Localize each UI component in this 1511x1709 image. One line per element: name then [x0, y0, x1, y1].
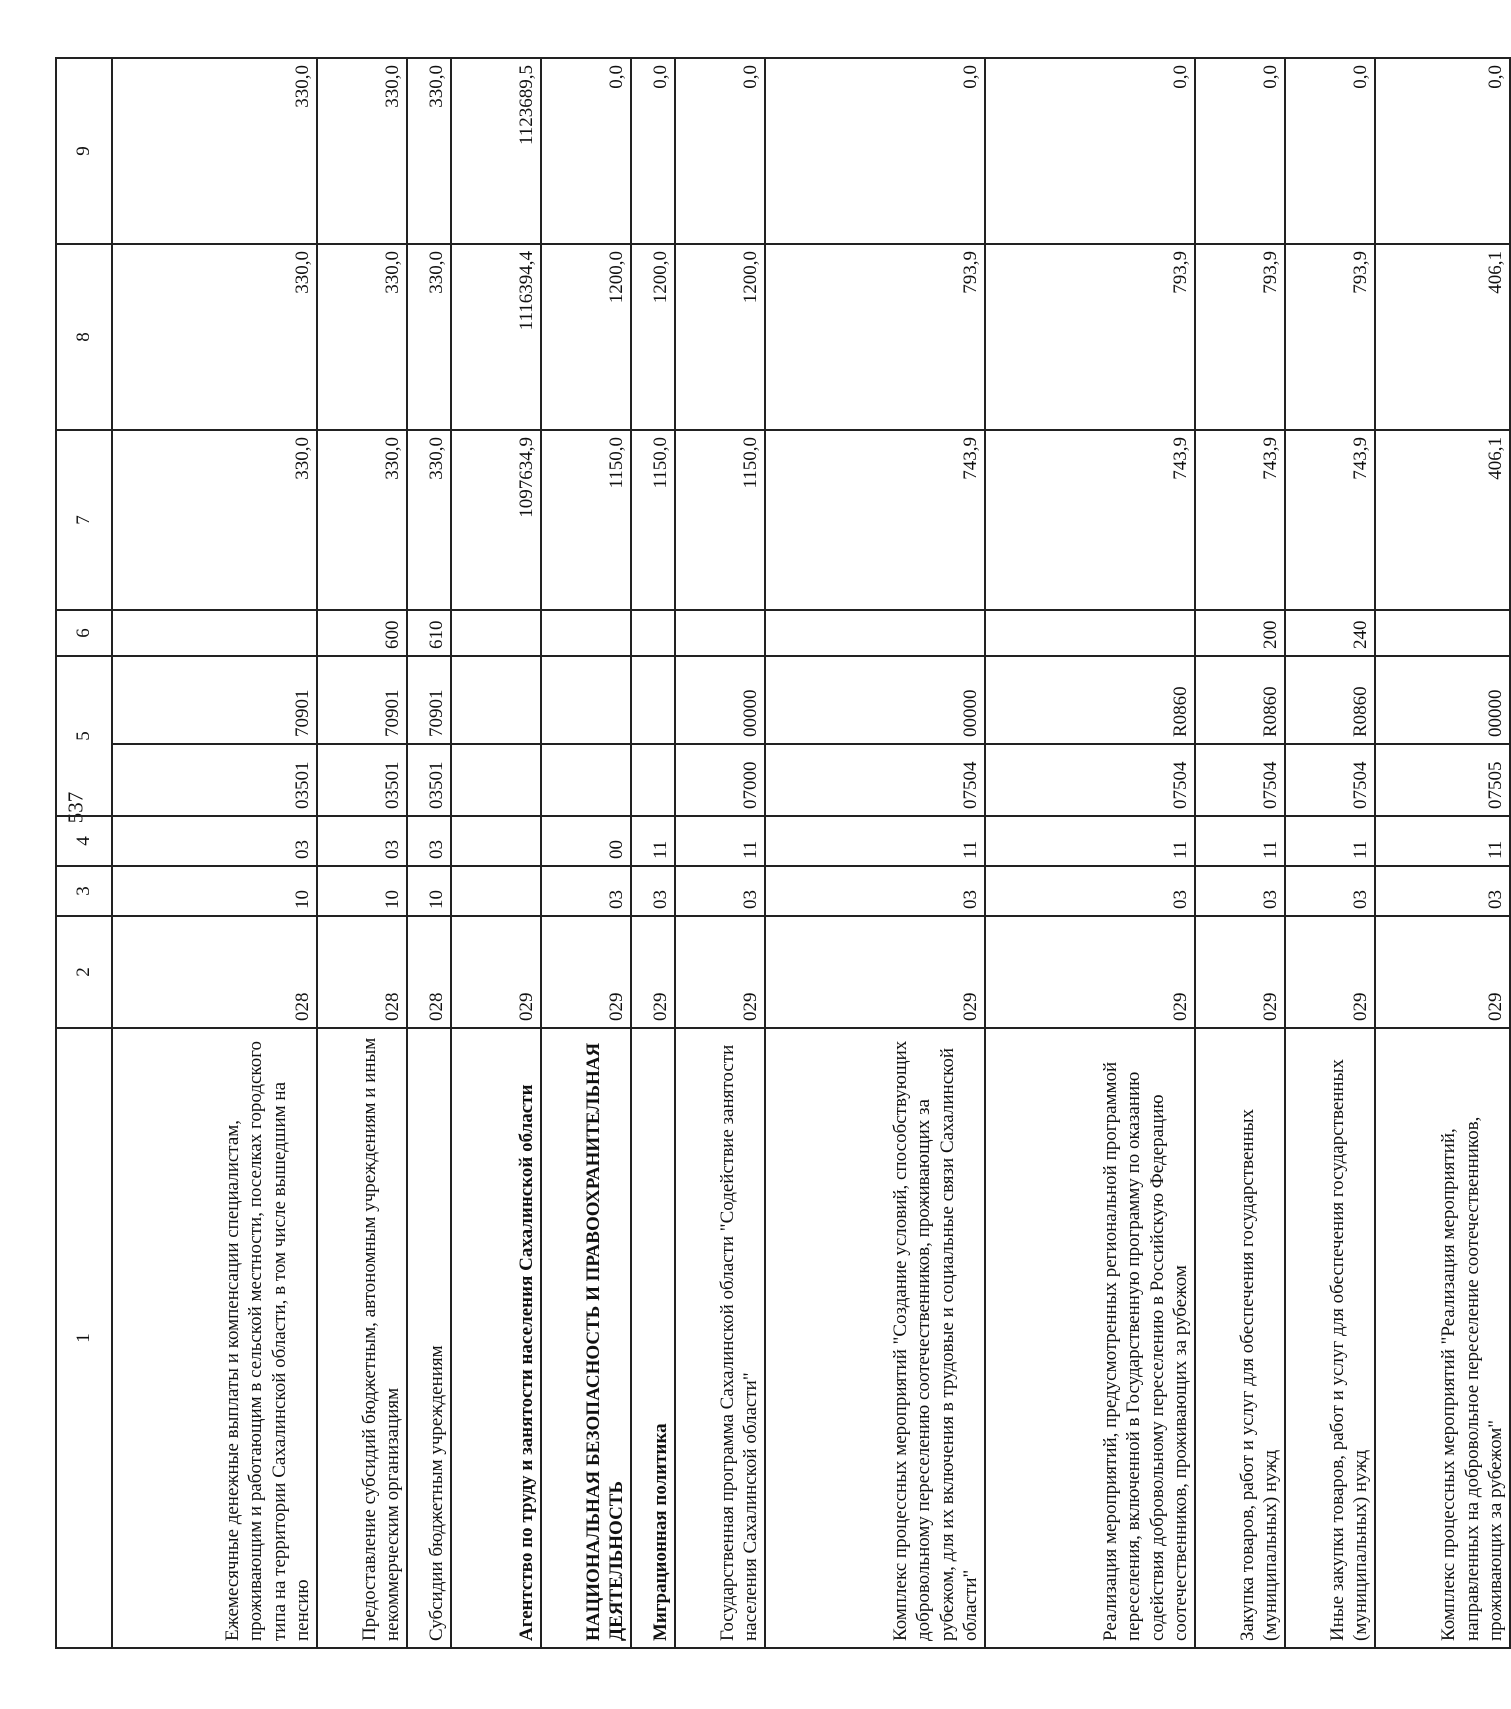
table-row: [1285, 58, 1375, 1648]
header-col-6: 6: [56, 610, 112, 656]
cell-col-9: 0,0: [985, 58, 1195, 244]
cell-col-3: 03: [1285, 866, 1375, 916]
cell-row-name: Реализация мероприятий, предусмотренных региональной программой переселения, включенной в Государственную программу по оказанию содействия добровольному переселению в Российскую Федерацию соотечественников, проживающих за рубежом: [985, 1028, 1195, 1648]
cell-col-3: 03: [985, 866, 1195, 916]
cell-col-5a: 07505: [1375, 744, 1510, 816]
table-row: [317, 58, 407, 1648]
cell-row-name: Ежемесячные денежные выплаты и компенсации специалистам, проживающим и работающим в сельской местности, поселках городского типа на территории Сахалинской области, в том числе вышедшим на пенсию: [112, 1028, 317, 1648]
cell-col-5b: 70901: [112, 656, 317, 744]
cell-col-4: 03: [317, 816, 407, 866]
cell-col-9: 0,0: [1195, 58, 1285, 244]
cell-row-name: Закупка товаров, работ и услуг для обеспечения государственных (муниципальных) нужд: [1195, 1028, 1285, 1648]
cell-col-7: 743,9: [1195, 430, 1285, 610]
cell-col-6: [112, 610, 317, 656]
cell-col-6: [675, 610, 765, 656]
cell-col-6: 600: [317, 610, 407, 656]
cell-col-2: 029: [985, 916, 1195, 1028]
cell-col-2: 029: [631, 916, 675, 1028]
cell-col-5a: 07504: [1285, 744, 1375, 816]
table-row: [451, 58, 541, 1648]
table-row: [541, 58, 631, 1648]
cell-col-3: 03: [541, 866, 631, 916]
cell-col-6: [1375, 610, 1510, 656]
cell-col-5b: [451, 656, 541, 744]
table-row: [985, 58, 1195, 1648]
cell-col-5a: [541, 744, 631, 816]
cell-row-name: Государственная программа Сахалинской области "Содействие занятости населения Сахалинской области": [675, 1028, 765, 1648]
header-row: [56, 58, 112, 1648]
cell-col-8: 793,9: [1195, 244, 1285, 430]
header-col-9: 9: [56, 58, 112, 244]
cell-col-9: 0,0: [631, 58, 675, 244]
cell-col-3: 03: [675, 866, 765, 916]
cell-col-5a: 03501: [317, 744, 407, 816]
cell-col-7: 406,1: [1375, 430, 1510, 610]
cell-row-name: Субсидии бюджетным учреждениям: [407, 1028, 451, 1648]
cell-col-9: 330,0: [407, 58, 451, 244]
table-row: [765, 58, 985, 1648]
cell-col-5a: [631, 744, 675, 816]
cell-col-6: [765, 610, 985, 656]
cell-col-9: 1123689,5: [451, 58, 541, 244]
cell-col-2: 029: [675, 916, 765, 1028]
cell-col-2: 028: [407, 916, 451, 1028]
budget-table: [55, 57, 1511, 1649]
cell-col-2: 028: [112, 916, 317, 1028]
cell-col-4: 11: [1195, 816, 1285, 866]
cell-col-6: 200: [1195, 610, 1285, 656]
cell-col-6: [631, 610, 675, 656]
cell-col-3: 03: [765, 866, 985, 916]
header-col-1: 1: [56, 1028, 112, 1648]
header-col-5: 5: [56, 656, 112, 816]
cell-col-5a: 07504: [765, 744, 985, 816]
cell-col-7: 1150,0: [675, 430, 765, 610]
cell-col-8: 1200,0: [631, 244, 675, 430]
cell-row-name: Комплекс процессных мероприятий "Реализация мероприятий, направленных на добровольное переселение соотечественников, проживающих за рубежом": [1375, 1028, 1510, 1648]
cell-col-5a: 07504: [985, 744, 1195, 816]
cell-col-7: 743,9: [765, 430, 985, 610]
cell-col-4: 11: [1375, 816, 1510, 866]
cell-col-7: 743,9: [1285, 430, 1375, 610]
cell-col-5b: [631, 656, 675, 744]
cell-col-2: 029: [765, 916, 985, 1028]
cell-col-7: 1097634,9: [451, 430, 541, 610]
table-row: [1375, 58, 1510, 1648]
cell-col-5b: 70901: [407, 656, 451, 744]
header-col-8: 8: [56, 244, 112, 430]
cell-col-2: 029: [1285, 916, 1375, 1028]
cell-col-7: 1150,0: [631, 430, 675, 610]
cell-col-4: 00: [541, 816, 631, 866]
cell-row-name: Иные закупки товаров, работ и услуг для обеспечения государственных (муниципальных) нужд: [1285, 1028, 1375, 1648]
cell-col-5b: 00000: [675, 656, 765, 744]
table-row: [631, 58, 675, 1648]
table-row: [675, 58, 765, 1648]
cell-col-8: 330,0: [112, 244, 317, 430]
header-col-7: 7: [56, 430, 112, 610]
cell-col-7: 330,0: [112, 430, 317, 610]
cell-col-5a: 07000: [675, 744, 765, 816]
cell-col-5b: [541, 656, 631, 744]
budget-table-container: [55, 59, 1506, 1649]
cell-col-6: [541, 610, 631, 656]
cell-row-name: Миграционная политика: [631, 1028, 675, 1648]
cell-col-4: [451, 816, 541, 866]
cell-col-5a: 03501: [112, 744, 317, 816]
cell-col-7: 330,0: [317, 430, 407, 610]
cell-col-3: 10: [317, 866, 407, 916]
cell-col-5a: 07504: [1195, 744, 1285, 816]
cell-col-8: 793,9: [765, 244, 985, 430]
cell-col-2: 029: [1375, 916, 1510, 1028]
cell-col-5b: R0860: [985, 656, 1195, 744]
cell-col-4: 11: [985, 816, 1195, 866]
cell-col-6: 610: [407, 610, 451, 656]
cell-col-9: 0,0: [541, 58, 631, 244]
cell-col-8: 793,9: [1285, 244, 1375, 430]
cell-col-6: [985, 610, 1195, 656]
cell-col-6: [451, 610, 541, 656]
cell-col-5a: 03501: [407, 744, 451, 816]
cell-col-8: 1200,0: [675, 244, 765, 430]
cell-col-9: 330,0: [112, 58, 317, 244]
cell-col-5b: 00000: [1375, 656, 1510, 744]
table-row: [407, 58, 451, 1648]
cell-col-9: 330,0: [317, 58, 407, 244]
cell-row-name: Предоставление субсидий бюджетным, автономным учреждениям и иным некоммерческим организациям: [317, 1028, 407, 1648]
cell-col-4: 03: [407, 816, 451, 866]
cell-col-9: 0,0: [1375, 58, 1510, 244]
table-row: [1195, 58, 1285, 1648]
header-col-2: 2: [56, 916, 112, 1028]
page-number: 537: [63, 791, 88, 824]
cell-col-2: 029: [1195, 916, 1285, 1028]
cell-col-3: 03: [1195, 866, 1285, 916]
cell-col-5b: R0860: [1285, 656, 1375, 744]
cell-col-4: 03: [112, 816, 317, 866]
cell-col-5a: [451, 744, 541, 816]
cell-col-4: 11: [765, 816, 985, 866]
cell-row-name: НАЦИОНАЛЬНАЯ БЕЗОПАСНОСТЬ И ПРАВООХРАНИТЕЛЬНАЯ ДЕЯТЕЛЬНОСТЬ: [541, 1028, 631, 1648]
cell-col-3: 03: [1375, 866, 1510, 916]
cell-col-5b: R0860: [1195, 656, 1285, 744]
cell-col-8: 406,1: [1375, 244, 1510, 430]
cell-col-4: 11: [631, 816, 675, 866]
header-col-4: 4: [56, 816, 112, 866]
cell-col-8: 793,9: [985, 244, 1195, 430]
cell-col-7: 330,0: [407, 430, 451, 610]
cell-col-7: 743,9: [985, 430, 1195, 610]
header-col-3: 3: [56, 866, 112, 916]
cell-col-9: 0,0: [765, 58, 985, 244]
cell-col-8: 330,0: [407, 244, 451, 430]
cell-col-5b: 70901: [317, 656, 407, 744]
cell-col-7: 1150,0: [541, 430, 631, 610]
cell-col-4: 11: [1285, 816, 1375, 866]
cell-row-name: Комплекс процессных мероприятий "Создание условий, способствующих добровольному переселению соотечественников, проживающих за рубежом, для их включения в трудовые и социальные связи Сахалинской области": [765, 1028, 985, 1648]
cell-col-5b: 00000: [765, 656, 985, 744]
cell-col-2: 029: [451, 916, 541, 1028]
cell-col-8: 1200,0: [541, 244, 631, 430]
table-row: [112, 58, 317, 1648]
cell-row-name: Агентство по труду и занятости населения Сахалинской области: [451, 1028, 541, 1648]
cell-col-4: 11: [675, 816, 765, 866]
cell-col-2: 028: [317, 916, 407, 1028]
cell-col-9: 0,0: [1285, 58, 1375, 244]
cell-col-9: 0,0: [675, 58, 765, 244]
cell-col-6: 240: [1285, 610, 1375, 656]
cell-col-2: 029: [541, 916, 631, 1028]
cell-col-8: 1116394,4: [451, 244, 541, 430]
cell-col-3: 03: [631, 866, 675, 916]
cell-col-8: 330,0: [317, 244, 407, 430]
cell-col-3: 10: [407, 866, 451, 916]
cell-col-3: [451, 866, 541, 916]
cell-col-3: 10: [112, 866, 317, 916]
